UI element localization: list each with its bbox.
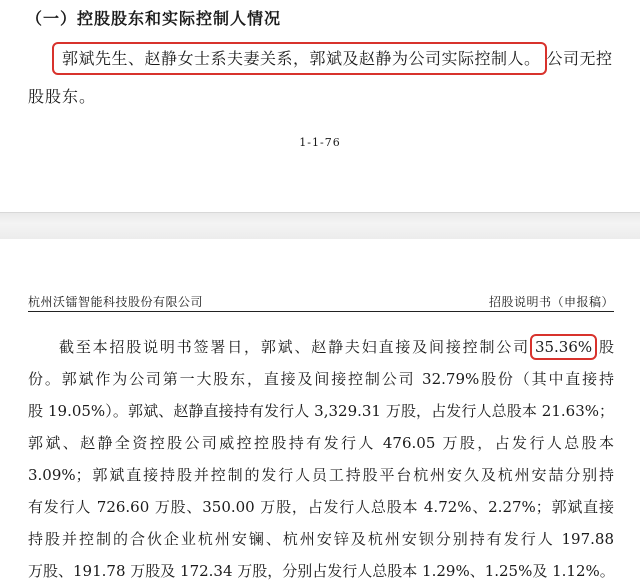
body-paragraph [28,331,614,587]
page-number: 1-1-76 [299,136,341,149]
paragraph-line: 有发行人 726.60 万股、350.00 万股，占发行人总股本 4.72%、2.27%；郭斌直接 [28,498,614,516]
paragraph-line: 持股并控制的合伙企业杭州安镧、杭州安锌及杭州安钡分别持有发行人 197.88 [28,530,614,548]
paragraph-line: 3.09%；郭斌直接持股并控制的发行人员工持股平台杭州安久及杭州安喆分别持 [28,466,614,484]
paragraph-line [64,46,613,69]
document-page-bottom [0,239,640,588]
section-heading: （一）控股股东和实际控制人情况 [26,9,282,28]
paragraph-line: 份。郭斌作为公司第一大股东，直接及间接控制公司 32.79%股份（其中直接持 [28,370,614,388]
paragraph-text: 公司无控 [546,49,613,68]
highlight-box: 郭斌先生、赵静女士系夫妻关系，郭斌及赵静为公司实际控制人。 [52,42,547,75]
page-separator [0,212,640,240]
paragraph-line [28,331,614,363]
header-divider [28,311,614,312]
paragraph-text: 截至本招股说明书签署日，郭斌、赵静夫妇直接及间接控制公司 [59,338,530,356]
document-page-top [0,0,640,212]
document-type-header: 招股说明书（申报稿） [488,295,614,309]
highlight-box: 35.36% [530,334,597,360]
company-header: 杭州沃镭智能科技股份有限公司 [28,295,204,309]
paragraph-line: 郭斌、赵静全资控股公司威控控股持有发行人 476.05 万股，占发行人总股本 [28,434,614,452]
paragraph-line: 股股东。 [28,87,97,106]
paragraph-line: 股 19.05%）。郭斌、赵静直接持有发行人 3,329.31 万股，占发行人总股本 21.63%； [28,402,614,420]
paragraph-text: 股 [597,338,614,356]
paragraph-line: 万股、191.78 万股及 172.34 万股，分别占发行人总股本 1.29%、1.25%及 1.12%。 [28,562,615,580]
